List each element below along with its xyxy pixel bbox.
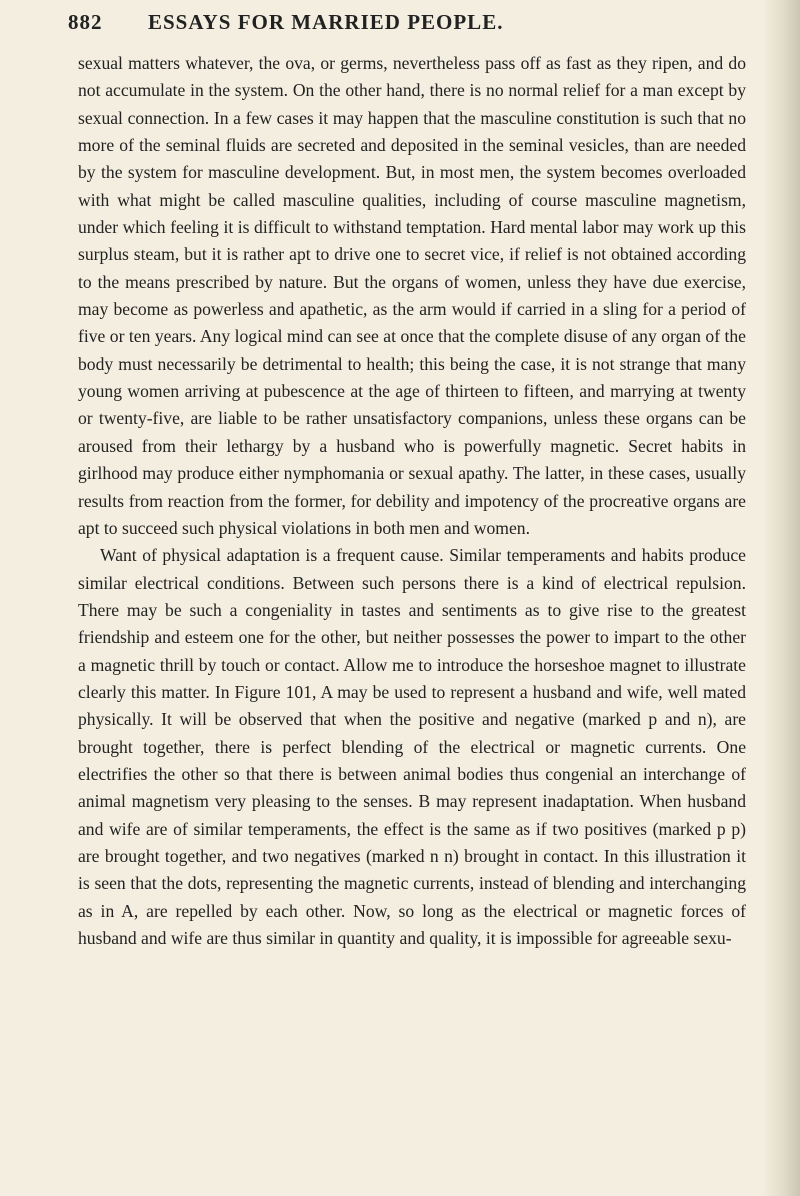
- running-title: ESSAYS FOR MARRIED PEOPLE.: [148, 10, 504, 34]
- page-number: 882: [68, 10, 103, 34]
- paragraph-1: sexual matters whatever, the ova, or germs, nevertheless pass off as fast as they ripen, and do not accumulate in the system. On the other hand, there is no normal relief for a man except by sexual connection. In a few cases it may happen that the masculine constitution is such that no more of the seminal fluids are secreted and deposited in the seminal vesicles, than are needed by the system for masculine development. But, in most men, the system becomes overloaded with what might be called masculine qualities, including of course masculine magnetism, under which feeling it is difficult to withstand temptation. Hard mental labor may work up this surplus steam, but it is rather apt to drive one to secret vice, if relief is not obtained according to the means prescribed by nature. But the organs of women, unless they have due exercise, may become as powerless and apathetic, as the arm would if carried in a sling for a period of five or ten years. Any logical mind can see at once that the complete disuse of any organ of the body must necessarily be detrimental to health; this being the case, it is not strange that many young women arriving at pubescence at the age of thirteen to fifteen, and marrying at twenty or twenty-five, are liable to be rather unsatisfactory companions, unless these organs can be aroused from their lethargy by a husband who is powerfully magnetic. Secret habits in girlhood may produce either nymphomania or sexual apathy. The latter, in these cases, usually results from reaction from the former, for debility and impotency of the procreative organs are apt to succeed such physical violations in both men and women.: [78, 53, 746, 538]
- body-text: [78, 50, 746, 952]
- paragraph-2: Want of physical adaptation is a frequent cause. Similar temperaments and habits produce similar electrical conditions. Between such persons there is a kind of electrical repulsion. There may be such a congeniality in tastes and sentiments as to give rise to the greatest friendship and esteem one for the other, but neither possesses the power to impart to the other a magnetic thrill by touch or contact. Allow me to introduce the horseshoe magnet to illustrate clearly this matter. In Figure 101, A may be used to represent a husband and wife, well mated physically. It will be observed that when the positive and negative (marked p and n), are brought together, there is perfect blending of the electrical or magnetic currents. One electrifies the other so that there is between animal bodies thus congenial an interchange of animal magnetism very pleasing to the senses. B may represent inadaptation. When husband and wife are of similar temperaments, the effect is the same as if two positives (marked p p) are brought together, and two negatives (marked n n) brought in contact. In this illustration it is seen that the dots, representing the magnetic currents, instead of blending and interchanging as in A, are repelled by each other. Now, so long as the electrical or magnetic forces of husband and wife are thus similar in quantity and quality, it is impossible for agreeable sexu-: [78, 545, 746, 948]
- book-page: [68, 10, 746, 952]
- page-edge-shadow: [762, 0, 800, 1196]
- running-head: [68, 10, 746, 50]
